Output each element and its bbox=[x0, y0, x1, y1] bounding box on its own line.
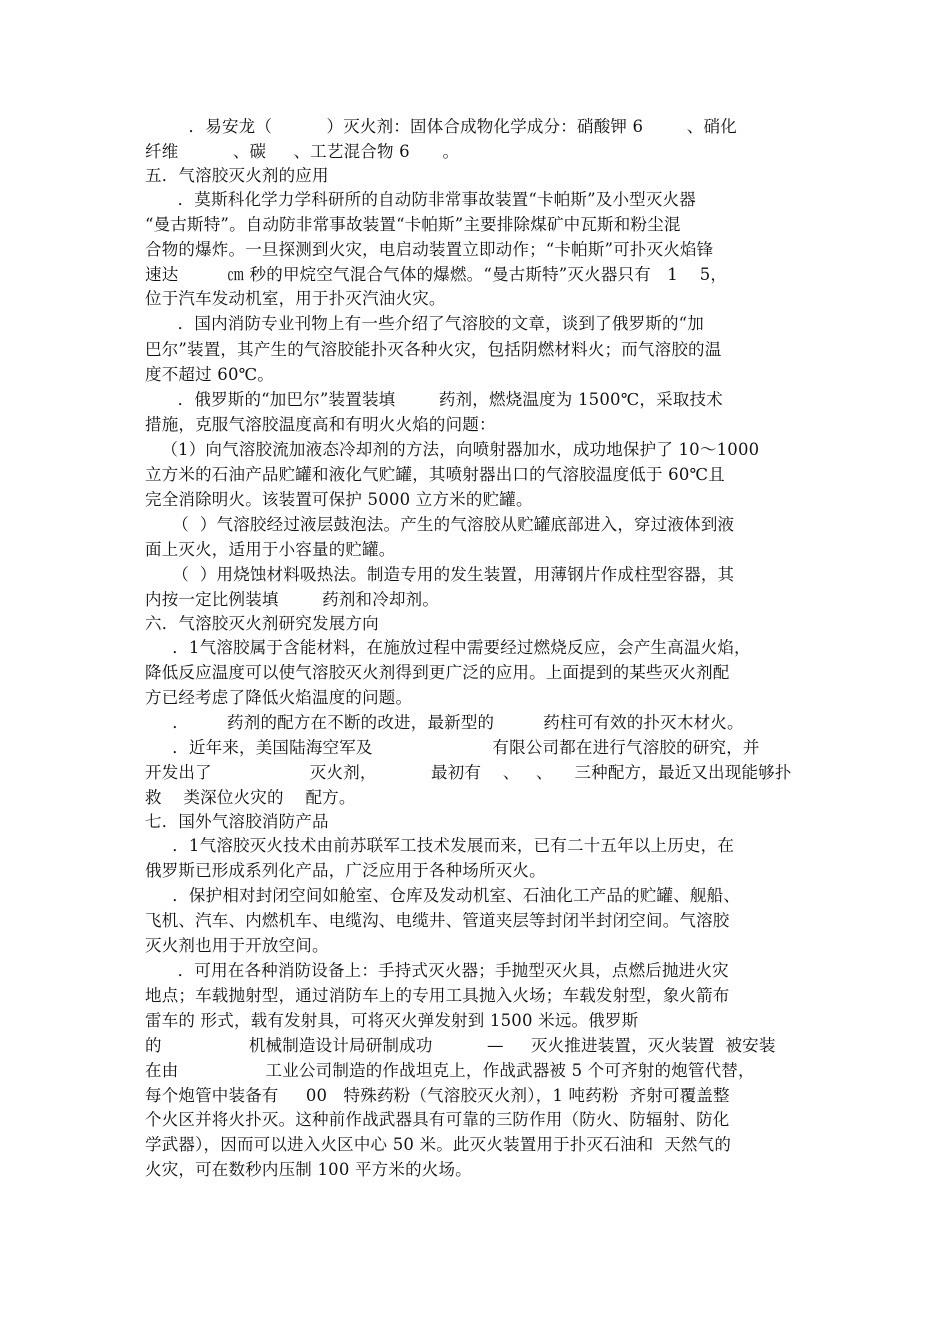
text-line: 度不超过 60℃。 bbox=[145, 365, 274, 384]
text-line: 救 类深位火灾的 配方。 bbox=[145, 788, 356, 807]
section-heading: 六．气溶胶灭火剂研究发展方向 bbox=[145, 614, 379, 633]
text-line: 巴尔”装置，其产生的气溶胶能扑灭各种火灾，包括阴燃材料火；而气溶胶的温 bbox=[145, 340, 722, 359]
text-line: ．可用在各种消防设备上：手持式灭火器；手抛型灭火具，点燃后抛进火灾 bbox=[145, 961, 729, 980]
text-line: 每个炮管中装备有 00 特殊药粉（气溶胶灭火剂），1 吨药粉 齐射可覆盖整 bbox=[145, 1086, 730, 1105]
text-line: 措施，克服气溶胶温度高和有明火火焰的问题： bbox=[145, 415, 496, 434]
text-line: 方已经考虑了降低火焰温度的问题。 bbox=[145, 688, 413, 707]
text-line: 速达 ㎝ 秒的甲烷空气混合气体的爆燃。“曼古斯特”灭火器只有 1 5， bbox=[145, 265, 728, 284]
text-line: 合物的爆炸。一旦探测到火灾，电启动装置立即动作；“卡帕斯”可扑灭火焰锋 bbox=[145, 240, 714, 259]
text-line: 位于汽车发动机室，用于扑灭汽油火灾。 bbox=[145, 289, 446, 308]
text-line: （1）向气溶胶流加液态冷却剂的方法，向喷射器加水，成功地保护了 10～1000 bbox=[145, 440, 760, 459]
text-line: 内按一定比例装填 药剂和冷却剂。 bbox=[145, 590, 440, 609]
text-line: ．易安龙（ ）灭火剂：固体合成物化学成分：硝酸钾 6 、硝化 bbox=[145, 117, 737, 136]
text-line: 开发出了 灭火剂， 最初有 、 、 三种配方，最近又出现能够扑 bbox=[145, 763, 792, 782]
text-line: 立方米的石油产品贮罐和液化气贮罐，其喷射器出口的气溶胶温度低于 60℃且 bbox=[145, 465, 725, 484]
text-line: 在由 工业公司制造的作战坦克上，作战武器被 5 个可齐射的炮管代替， bbox=[145, 1061, 755, 1080]
text-line: 纤维 、碳 、工艺混合物 6 。 bbox=[145, 142, 460, 161]
text-line: （ ）用烧蚀材料吸热法。制造专用的发生装置，用薄钢片作成柱型容器，其 bbox=[145, 565, 735, 584]
text-line: 雷车的 形式，载有发射具，可将灭火弹发射到 1500 米远。俄罗斯 bbox=[145, 1011, 639, 1030]
text-line: ．近年来，美国陆海空军及 有限公司都在进行气溶胶的研究，并 bbox=[145, 738, 760, 757]
text-line: 面上灭火，适用于小容量的贮罐。 bbox=[145, 540, 396, 559]
text-line: ．1气溶胶属于含能材料，在施放过程中需要经过燃烧反应，会产生高温火焰， bbox=[145, 638, 751, 657]
text-line: 俄罗斯已形成系列化产品，广泛应用于各种场所灭火。 bbox=[145, 861, 546, 880]
text-line: 飞机、汽车、内燃机车、电缆沟、电缆井、管道夹层等封闭半封闭空间。气溶胶 bbox=[145, 911, 730, 930]
text-line: ． 药剂的配方在不断的改进，最新型的 药柱可有效的扑灭木材火。 bbox=[145, 713, 744, 732]
text-line: 灭火剂也用于开放空间。 bbox=[145, 936, 329, 955]
text-line: 降低反应温度可以使气溶胶灭火剂得到更广泛的应用。上面提到的某些灭火剂配 bbox=[145, 663, 730, 682]
text-line: 地点；车载抛射型，通过消防车上的专用工具抛入火场；车载发射型，象火箭布 bbox=[145, 986, 730, 1005]
text-line: 火灾，可在数秒内压制 100 平方米的火场。 bbox=[145, 1160, 472, 1179]
text-line: ．俄罗斯的“加巴尔”装置装填 药剂，燃烧温度为 1500℃，采取技术 bbox=[145, 390, 723, 409]
text-line: “曼古斯特”。自动防非常事故装置“卡帕斯”主要排除煤矿中瓦斯和粉尘混 bbox=[145, 215, 681, 234]
text-line: ．国内消防专业刊物上有一些介绍了气溶胶的文章，谈到了俄罗斯的“加 bbox=[145, 314, 705, 333]
section-heading: 七．国外气溶胶消防产品 bbox=[145, 812, 329, 831]
text-line: 完全消除明火。该装置可保护 5000 立方米的贮罐。 bbox=[145, 490, 533, 509]
text-line: （ ）气溶胶经过液层鼓泡法。产生的气溶胶从贮罐底部进入，穿过液体到液 bbox=[145, 515, 735, 534]
text-line: 学武器），因而可以进入火区中心 50 米。此灭火装置用于扑灭石油和 天然气的 bbox=[145, 1135, 732, 1154]
text-line: ．保护相对封闭空间如舱室、仓库及发动机室、石油化工产品的贮罐、舰船、 bbox=[145, 886, 741, 905]
text-line: ．莫斯科化学力学科研所的自动防非常事故装置“卡帕斯”及小型灭火器 bbox=[145, 190, 696, 209]
text-line: ．1气溶胶灭火技术由前苏联军工技术发展而来，已有二十五年以上历史，在 bbox=[145, 836, 735, 855]
text-line: 个火区并将火扑灭。这种前作战武器具有可靠的三防作用（防火、防辐射、防化 bbox=[145, 1110, 730, 1129]
text-line: 的 机械制造设计局研制成功 — 灭火推进装置，灭火装置 被安装 bbox=[145, 1036, 776, 1055]
section-heading: 五．气溶胶灭火剂的应用 bbox=[145, 166, 329, 185]
